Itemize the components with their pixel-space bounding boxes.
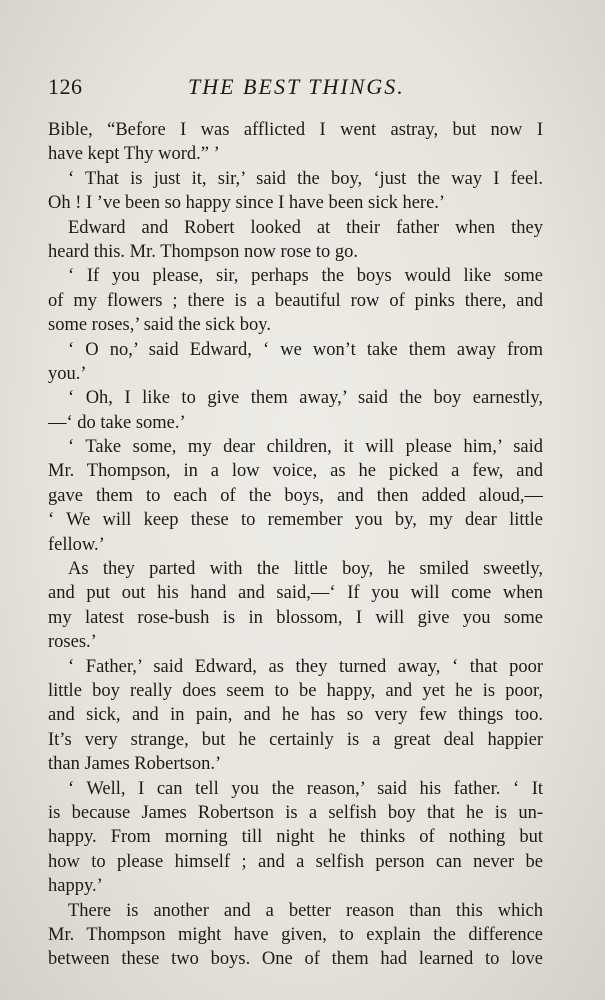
- text-line: ‘ Well, I can tell you the reason,’ said his father. ‘ It: [68, 778, 543, 799]
- text-line: and put out his hand and said,—‘ If you will come when: [48, 583, 543, 604]
- text-line: of my flowers ; there is a beautiful row of pinks there, and: [48, 290, 543, 311]
- text-line: ‘ Oh, I like to give them away,’ said the boy earnestly,: [68, 388, 543, 409]
- text-line: fellow.’: [48, 534, 105, 555]
- text-line: ‘ O no,’ said Edward, ‘ we won’t take them away from: [68, 339, 543, 360]
- text-line: ‘ That is just it, sir,’ said the boy, ‘just the way I feel.: [68, 168, 543, 189]
- text-line: ‘ We will keep these to remember you by, my dear little: [48, 510, 543, 531]
- text-line: you.’: [48, 363, 87, 384]
- text-line: some roses,’ said the sick boy.: [48, 315, 271, 336]
- text-line: how to please himself ; and a selfish person can never be: [48, 851, 543, 872]
- body-text: [48, 118, 543, 972]
- text-line: There is another and a better reason than this which: [68, 900, 543, 921]
- text-line: little boy really does seem to be happy, and yet he is poor,: [48, 680, 543, 701]
- running-head: THE BEST THINGS.: [188, 74, 405, 99]
- text-line: my latest rose-bush is in blossom, I will give you some: [48, 607, 543, 628]
- text-line: have kept Thy word.” ’: [48, 144, 220, 165]
- text-line: ‘ Father,’ said Edward, as they turned away, ‘ that poor: [68, 656, 543, 677]
- text-line: It’s very strange, but he certainly is a great deal happier: [48, 729, 543, 750]
- text-line: than James Robertson.’: [48, 754, 222, 775]
- text-line: ‘ Take some, my dear children, it will please him,’ said: [68, 437, 543, 458]
- text-line: heard this. Mr. Thompson now rose to go.: [48, 241, 359, 262]
- text-line: happy. From morning till night he thinks of nothing but: [48, 827, 543, 848]
- page-header: [48, 74, 543, 104]
- text-line: —‘ do take some.’: [48, 412, 186, 433]
- page-number: 126: [48, 74, 83, 99]
- text-line: is because James Robertson is a selfish boy that he is un-: [48, 802, 543, 823]
- text-line: As they parted with the little boy, he smiled sweetly,: [68, 559, 543, 580]
- text-line: ‘ If you please, sir, perhaps the boys would like some: [68, 266, 543, 287]
- text-line: Mr. Thompson might have given, to explain the difference: [48, 924, 543, 945]
- text-line: between these two boys. One of them had learned to love: [48, 949, 543, 970]
- text-line: and sick, and in pain, and he has so very few things too.: [48, 705, 543, 726]
- text-line: roses.’: [48, 632, 97, 653]
- text-line: Mr. Thompson, in a low voice, as he picked a few, and: [48, 461, 543, 482]
- text-line: Edward and Robert looked at their father when they: [68, 217, 543, 238]
- text-line: Oh ! I ’ve been so happy since I have been sick here.’: [48, 193, 446, 214]
- text-line: happy.’: [48, 876, 103, 897]
- text-line: gave them to each of the boys, and then added aloud,—: [48, 485, 543, 506]
- text-line: Bible, “Before I was afflicted I went astray, but now I: [48, 120, 543, 140]
